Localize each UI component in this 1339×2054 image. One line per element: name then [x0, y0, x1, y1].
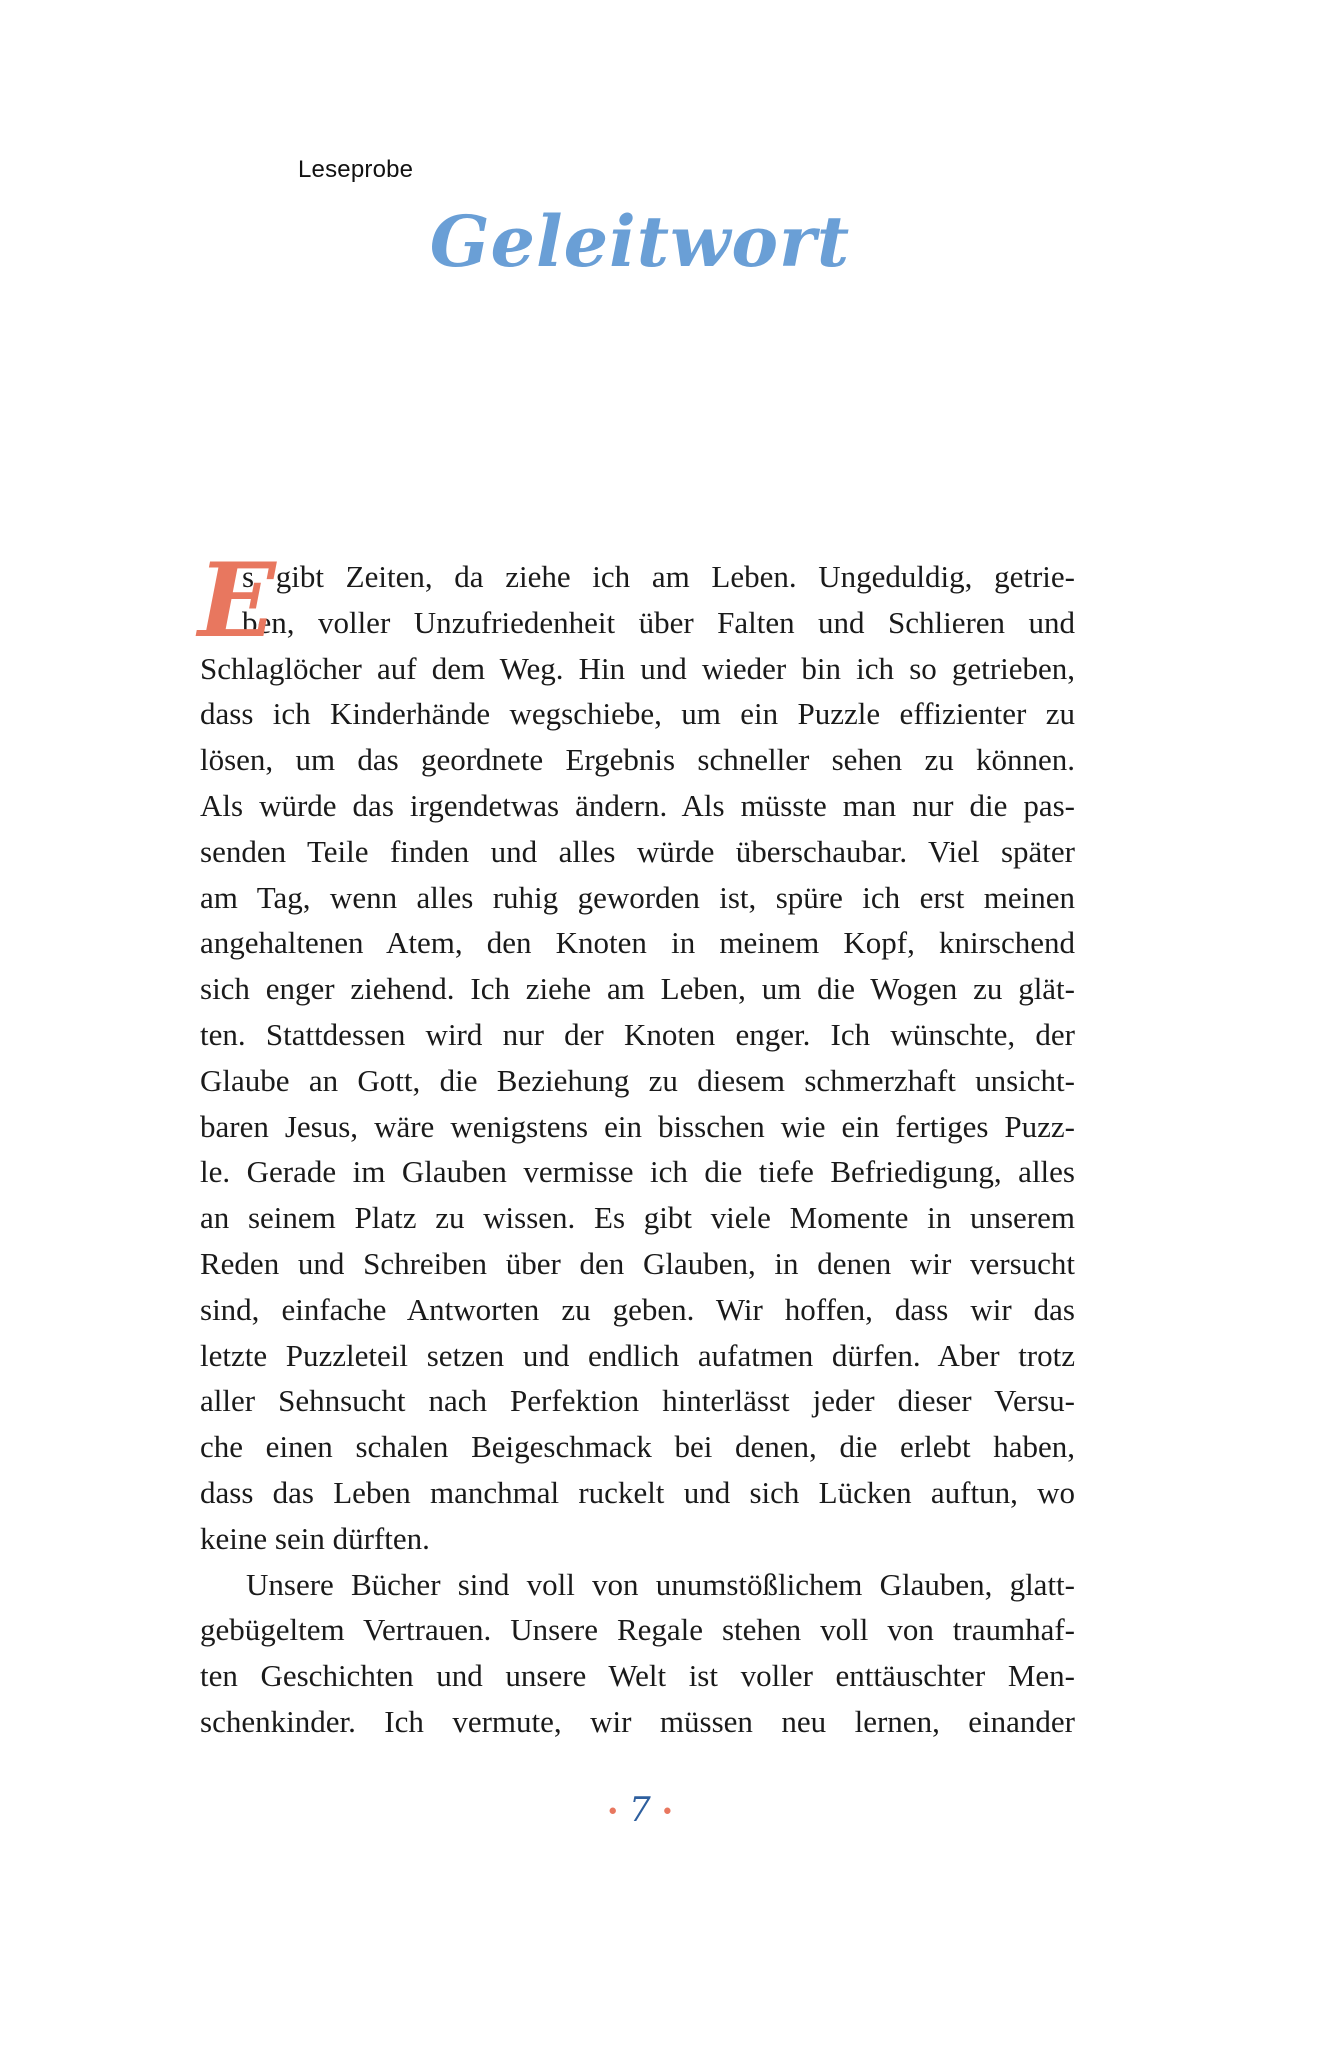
folio-dot-right: •: [660, 1799, 674, 1825]
body-text: [198, 541, 1075, 1745]
text-line: dass das Leben manchmal ruckelt und sich Lücken auftun, wo: [200, 1474, 1075, 1510]
text-line: Unsere Bücher sind voll von unumstößlichem Glauben, glatt-: [246, 1566, 1075, 1602]
text-line: Schlaglöcher auf dem Weg. Hin und wieder bin ich so getrieben,: [200, 650, 1075, 686]
text-line: sich enger ziehend. Ich ziehe am Leben, um die Wogen zu glät-: [200, 971, 1075, 1007]
page-number-value: 7: [629, 1790, 651, 1830]
drop-cap: E: [198, 541, 276, 661]
text-line: Als würde das irgendetwas ändern. Als müsste man nur die pas-: [200, 787, 1075, 823]
text-line: keine sein dürften.: [200, 1520, 430, 1556]
text-line: Reden und Schreiben über den Glauben, in denen wir versucht: [200, 1245, 1075, 1281]
text-line: che einen schalen Beigeschmack bei denen, die erlebt haben,: [200, 1429, 1075, 1465]
page-number: [0, 1790, 1280, 1830]
text-line: angehaltenen Atem, den Knoten in meinem Kopf, knirschend: [200, 925, 1075, 961]
text-line: baren Jesus, wäre wenigstens ein bisschen wie ein fertiges Puzz-: [200, 1108, 1075, 1144]
text-line: aller Sehnsucht nach Perfektion hinterlässt jeder dieser Versu-: [200, 1383, 1075, 1419]
text-line: Glaube an Gott, die Beziehung zu diesem schmerzhaft unsicht-: [200, 1062, 1075, 1098]
text-line: ben, voller Unzufriedenheit über Falten und Schlieren und: [242, 604, 1075, 640]
text-line: ten Geschichten und unsere Welt ist voller enttäuschter Men-: [200, 1658, 1075, 1694]
text-line: le. Gerade im Glauben vermisse ich die tiefe Befriedigung, alles: [200, 1154, 1075, 1190]
text-line: dass ich Kinderhände wegschiebe, um ein Puzzle effizienter zu: [200, 696, 1075, 732]
text-line: schenkinder. Ich vermute, wir müssen neu lernen, einander: [200, 1703, 1075, 1739]
text-line: senden Teile finden und alles würde überschaubar. Viel später: [200, 833, 1075, 869]
text-line: gebügeltem Vertrauen. Unsere Regale stehen voll von traumhaf-: [200, 1612, 1075, 1648]
text-line: letzte Puzzleteil setzen und endlich aufatmen dürfen. Aber trotz: [200, 1337, 1075, 1373]
text-line: ten. Stattdessen wird nur der Knoten enger. Ich wünschte, der: [200, 1016, 1075, 1052]
preview-label: Leseprobe: [298, 156, 414, 183]
text-line: am Tag, wenn alles ruhig geworden ist, spüre ich erst meinen: [200, 879, 1075, 915]
text-line: an seinem Platz zu wissen. Es gibt viele Momente in unserem: [200, 1200, 1075, 1236]
chapter-title: Geleitwort: [429, 200, 851, 283]
text-line: sind, einfache Antworten zu geben. Wir hoffen, dass wir das: [200, 1291, 1075, 1327]
text-line: s gibt Zeiten, da ziehe ich am Leben. Ungeduldig, getrie-: [242, 559, 1075, 594]
text-line: lösen, um das geordnete Ergebnis schneller sehen zu können.: [200, 742, 1075, 778]
folio-dot-left: •: [606, 1799, 620, 1825]
